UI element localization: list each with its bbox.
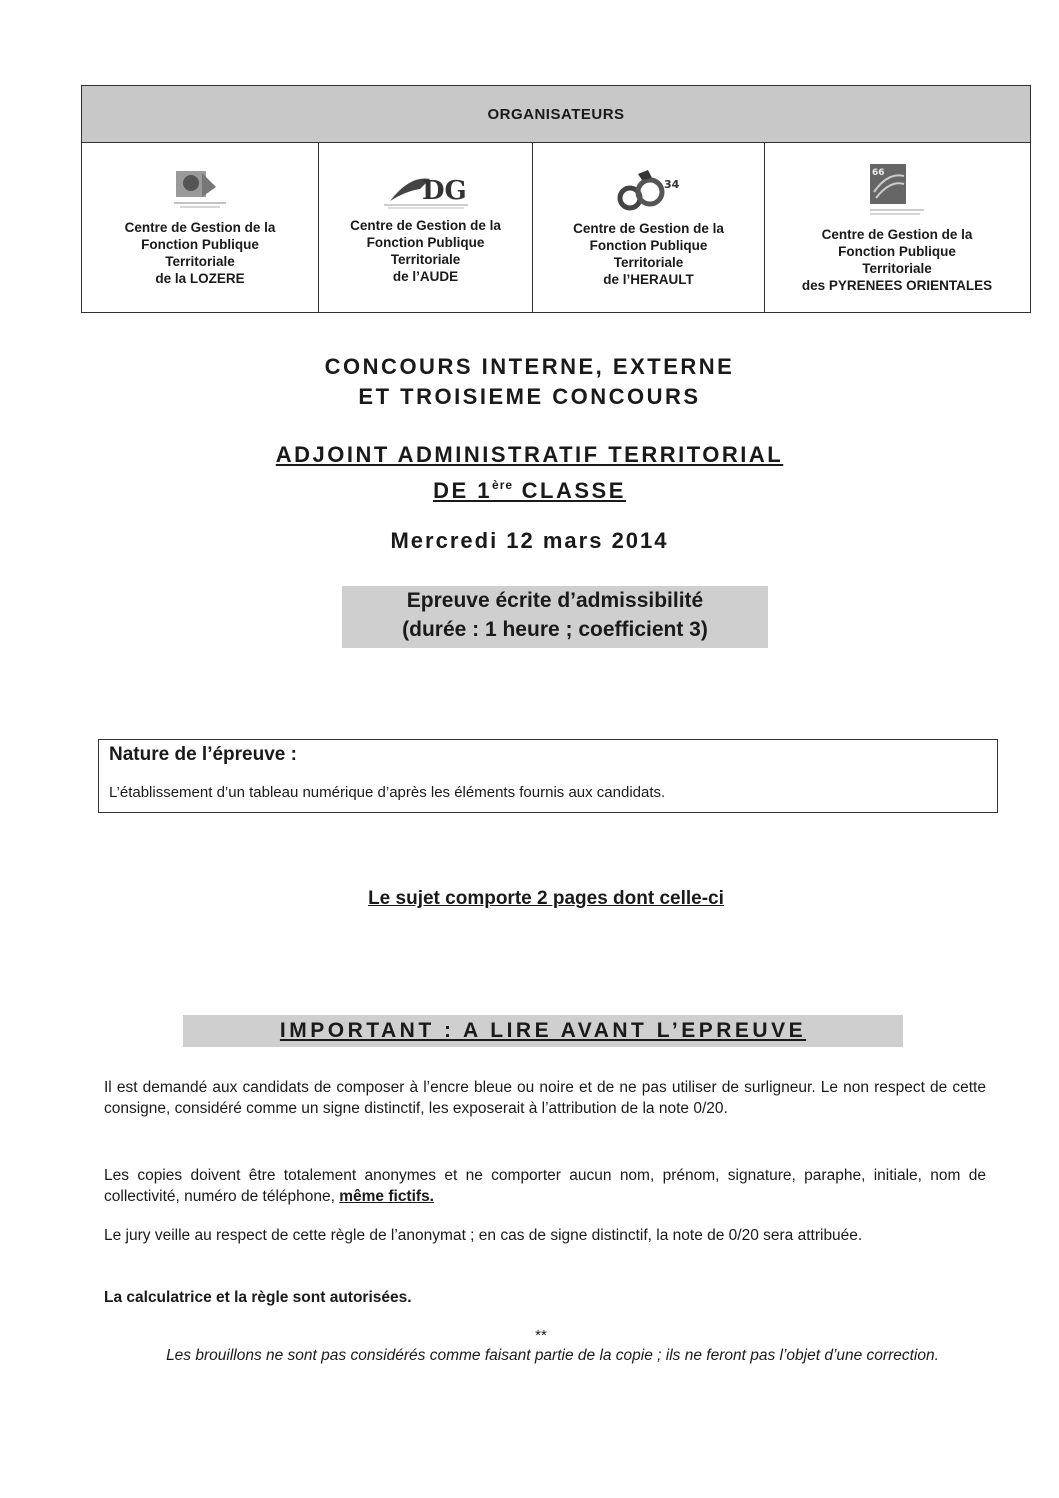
concours-line-1: CONCOURS INTERNE, EXTERNE (324, 354, 735, 379)
grade-suffix: CLASSE (513, 478, 626, 503)
brouillons-note: Les brouillons ne sont pas considérés comme faisant partie de la copie ; ils ne feront pas l’objet d’une correction. (166, 1347, 939, 1364)
centre-line: Territoriale (390, 252, 461, 267)
centre-line: Territoriale (862, 261, 932, 276)
epreuve-line-1: Epreuve écrite d’admissibilité (406, 589, 704, 612)
centre-line: Centre de Gestion de la (573, 221, 724, 236)
svg-text:DG: DG (421, 176, 467, 206)
centre-line: Territoriale (613, 255, 684, 270)
centre-line: des PYRENEES ORIENTALES (801, 278, 993, 293)
lozere-logo (172, 169, 228, 213)
nature-title: Nature de l’épreuve : (109, 744, 297, 765)
centre-lozere (82, 143, 319, 313)
separator-stars: ** (535, 1327, 547, 1344)
centre-line: Fonction Publique (366, 235, 485, 250)
centre-line: Centre de Gestion de la (124, 220, 276, 235)
epreuve-line-2: (durée : 1 heure ; coefficient 3) (402, 618, 708, 641)
instruction-anonymity-text: Les copies doivent être totalement anonymes et ne comporter aucun nom, prénom, signature, paraphe, initiale, nom de collectivité, numéro de téléphone, (104, 1167, 986, 1205)
centre-line: Fonction Publique (838, 244, 956, 259)
centre-pyrenees-orientales (765, 143, 1029, 313)
aude-cdg-logo (380, 171, 472, 211)
instruction-ink: Il est demandé aux candidats de composer à l’encre bleue ou noire et de ne pas utiliser de surligneur. Le non respect de cette consigne, considéré comme un signe distinctif, les exposerait à l’attribution de la note 0/20. (104, 1079, 986, 1117)
organisateurs-header: ORGANISATEURS (82, 86, 1030, 143)
organisateurs-row (82, 143, 1030, 313)
centre-herault (533, 143, 765, 313)
centre-line: Fonction Publique (141, 237, 259, 252)
centre-line: Centre de Gestion de la (350, 218, 501, 233)
svg-text:66: 66 (872, 168, 885, 178)
organisateurs-table (81, 85, 1031, 313)
epreuve-box (342, 586, 768, 648)
centre-line: Fonction Publique (589, 238, 708, 253)
exam-date: Mercredi 12 mars 2014 (390, 528, 669, 553)
concours-title (0, 352, 1059, 412)
instruction-anonymity-emphasis: même fictifs. (339, 1188, 434, 1205)
centre-line: Territoriale (165, 254, 235, 269)
instruction-calculator: La calculatrice et la règle sont autorisées. (104, 1289, 412, 1306)
svg-text:34: 34 (663, 178, 679, 191)
grade-superscript: ère (492, 478, 514, 492)
centre-line: de l’AUDE (392, 269, 459, 284)
instruction-jury: Le jury veille au respect de cette règle de l’anonymat ; en cas de signe distinctif, la note de 0/20 sera attribuée. (104, 1227, 863, 1244)
grade-line-2 (433, 478, 626, 503)
centre-line: de l’HERAULT (603, 272, 694, 287)
grade-line-1: ADJOINT ADMINISTRATIF TERRITORIAL (275, 442, 784, 467)
grade-prefix: DE 1 (433, 478, 493, 503)
important-banner: IMPORTANT : A LIRE AVANT L’EPREUVE (183, 1015, 903, 1047)
sujet-pages-note: Le sujet comporte 2 pages dont celle-ci (368, 888, 724, 909)
pyrenees-orientales-66-logo (864, 162, 930, 220)
centre-line: de la LOZERE (155, 271, 245, 286)
centre-aude (319, 143, 533, 313)
herault-cdg34-logo (614, 168, 684, 214)
nature-box (98, 739, 998, 813)
instruction-anonymity (104, 1165, 986, 1207)
nature-text: L’établissement d’un tableau numérique d’après les éléments fournis aux candidats. (109, 784, 666, 801)
concours-line-2: ET TROISIEME CONCOURS (358, 384, 701, 409)
grade-title (0, 440, 1059, 506)
centre-line: Centre de Gestion de la (821, 227, 973, 242)
